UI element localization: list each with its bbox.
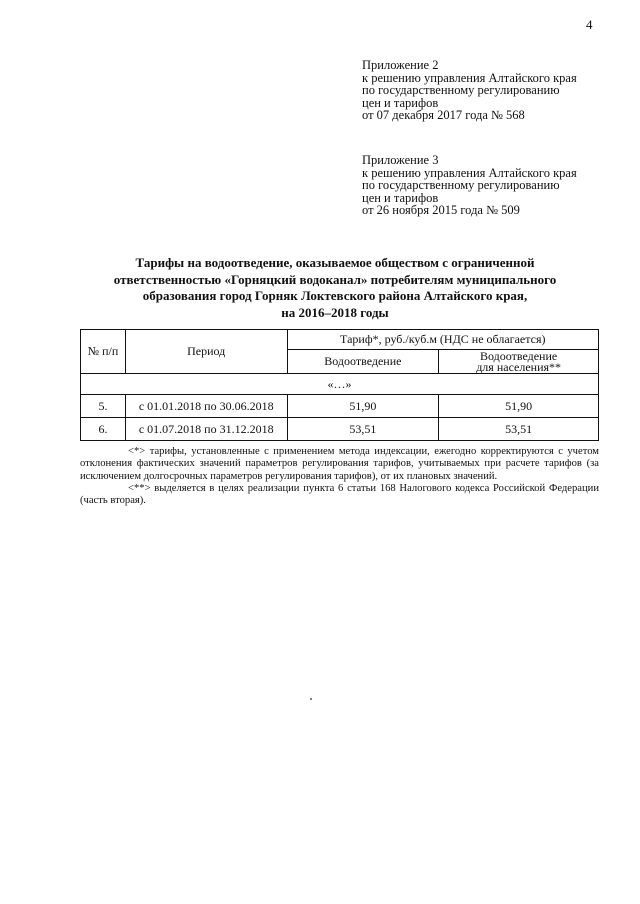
- annex-2-line: к решению управления Алтайского края: [362, 70, 577, 85]
- tariff-table: [80, 329, 599, 441]
- annex-3-line: цен и тарифов: [362, 190, 439, 205]
- header-drainage-population-line2: для населения**: [476, 359, 562, 374]
- header-number: № п/п: [81, 330, 126, 374]
- annex-2-line: от 07 декабря 2017 года № 568: [362, 108, 525, 123]
- title-line: Тарифы на водоотведение, оказываемое обществом с ограниченной: [135, 255, 535, 270]
- document-title: [100, 255, 570, 321]
- header-tariff: Тариф*, руб./куб.м (НДС не облагается): [287, 330, 598, 350]
- annex-2-line: по государственному регулированию: [362, 83, 560, 98]
- row-period: с 01.01.2018 по 30.06.2018: [125, 395, 287, 418]
- annex-3-line: от 26 ноября 2015 года № 509: [362, 203, 520, 218]
- footnotes: [80, 446, 599, 507]
- header-drainage-population: [439, 350, 599, 374]
- annex-3-line: по государственному регулированию: [362, 178, 560, 193]
- annex-3-header: [362, 154, 577, 217]
- page-number: 4: [586, 17, 593, 32]
- annex-3-line: Приложение 3: [362, 153, 439, 167]
- row-number: 6.: [81, 418, 126, 441]
- title-line: на 2016–2018 годы: [281, 304, 389, 320]
- table-ellipsis-row: [81, 374, 599, 395]
- title-line: ответственностью «Горняцкий водоканал» потребителям муниципального: [113, 271, 557, 287]
- row-drainage-tariff: 53,51: [287, 418, 439, 441]
- header-drainage-population-line1: Водоотведение: [480, 348, 558, 363]
- row-drainage-tariff: 51,90: [287, 395, 439, 418]
- scan-dot: [310, 698, 312, 700]
- header-period: Период: [125, 330, 287, 374]
- table-row: [81, 418, 599, 441]
- row-period: с 01.07.2018 по 31.12.2018: [125, 418, 287, 441]
- annex-2-line: Приложение 2: [362, 58, 439, 72]
- header-drainage: Водоотведение: [287, 350, 439, 374]
- row-population-tariff: 53,51: [439, 418, 599, 441]
- row-population-tariff: 51,90: [439, 395, 599, 418]
- annex-2-line: цен и тарифов: [362, 95, 439, 110]
- row-number: 5.: [81, 395, 126, 418]
- annex-3-line: к решению управления Алтайского края: [362, 165, 577, 180]
- table-header-row: [81, 330, 599, 350]
- title-line: образования город Горняк Локтевского района Алтайского края,: [142, 288, 528, 303]
- table-row: [81, 395, 599, 418]
- footnote-1: <*> тарифы, установленные с применением метода индексации, ежегодно корректируются с учетом отклонения фактических значений параметров регулирования тарифов, учитываемых при расчете тарифов (за исключением долгосрочных параметров регулирования тарифов), от их плановых значений.: [80, 446, 599, 482]
- ellipsis-cell: «…»: [81, 374, 599, 395]
- footnote-2: <**> выделяется в целях реализации пункта 6 статьи 168 Налогового кодекса Российской Федерации (часть вторая).: [80, 482, 599, 507]
- annex-2-header: [362, 59, 577, 122]
